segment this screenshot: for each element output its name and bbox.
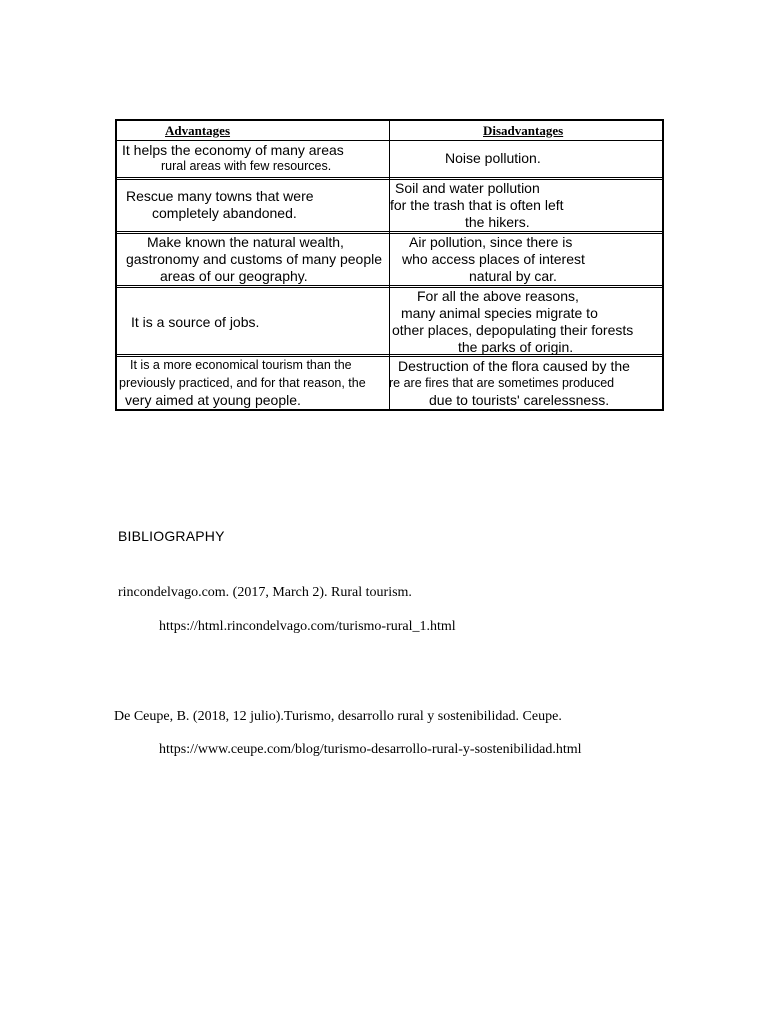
advantage-cell-line: previously practiced, and for that reason, the [119,376,366,390]
disadvantage-cell-line: natural by car. [469,268,557,284]
advantage-cell-line: It helps the economy of many areas [122,142,344,158]
header-divider [117,140,662,141]
reference-citation: De Ceupe, B. (2018, 12 julio).Turismo, desarrollo rural y sostenibilidad. Ceupe. [114,709,562,724]
advantages-disadvantages-table [115,119,664,411]
disadvantage-cell-line: other places, depopulating their forests [392,322,634,338]
column-divider [389,121,390,409]
reference-url: https://www.ceupe.com/blog/turismo-desarrollo-rural-y-sostenibilidad.html [159,742,582,757]
reference-citation: rincondelvago.com. (2017, March 2). Rural tourism. [118,585,412,600]
advantage-cell-line: Make known the natural wealth, [147,234,344,250]
disadvantage-cell-line: Noise pollution. [445,150,541,166]
advantage-cell-line: It is a source of jobs. [131,314,260,330]
bibliography-heading: BIBLIOGRAPHY [118,528,225,544]
disadvantage-cell-line: the hikers. [465,214,530,230]
disadvantage-cell-line: due to tourists' carelessness. [429,392,610,408]
disadvantage-cell-line: many animal species migrate to [401,305,598,321]
header-disadvantages: Disadvantages [483,123,564,138]
disadvantage-cell-line: Air pollution, since there is [409,234,573,250]
disadvantage-cell-line: Soil and water pollution [395,180,540,196]
advantage-cell-line: gastronomy and customs of many people [126,251,383,267]
advantage-cell-line: It is a more economical tourism than the [130,358,352,372]
row-divider [117,285,662,288]
disadvantage-cell-line: Destruction of the flora caused by the [398,358,630,374]
disadvantage-cell-line: re are fires that are sometimes produced [389,376,615,390]
advantage-cell-line: Rescue many towns that were [126,188,314,204]
header-advantages: Advantages [165,123,231,138]
reference-url: https://html.rincondelvago.com/turismo-rural_1.html [159,619,456,634]
disadvantage-cell-line: who access places of interest [402,251,585,267]
disadvantage-cell-line: For all the above reasons, [417,288,579,304]
disadvantage-cell-line: the parks of origin. [458,339,574,355]
advantage-cell-line: completely abandoned. [152,205,297,221]
disadvantage-cell-line: for the trash that is often left [390,197,564,213]
advantage-cell-line: very aimed at young people. [125,392,301,408]
advantage-cell-line: areas of our geography. [160,268,308,284]
advantage-cell-line: rural areas with few resources. [161,159,332,173]
row-divider [117,177,662,180]
